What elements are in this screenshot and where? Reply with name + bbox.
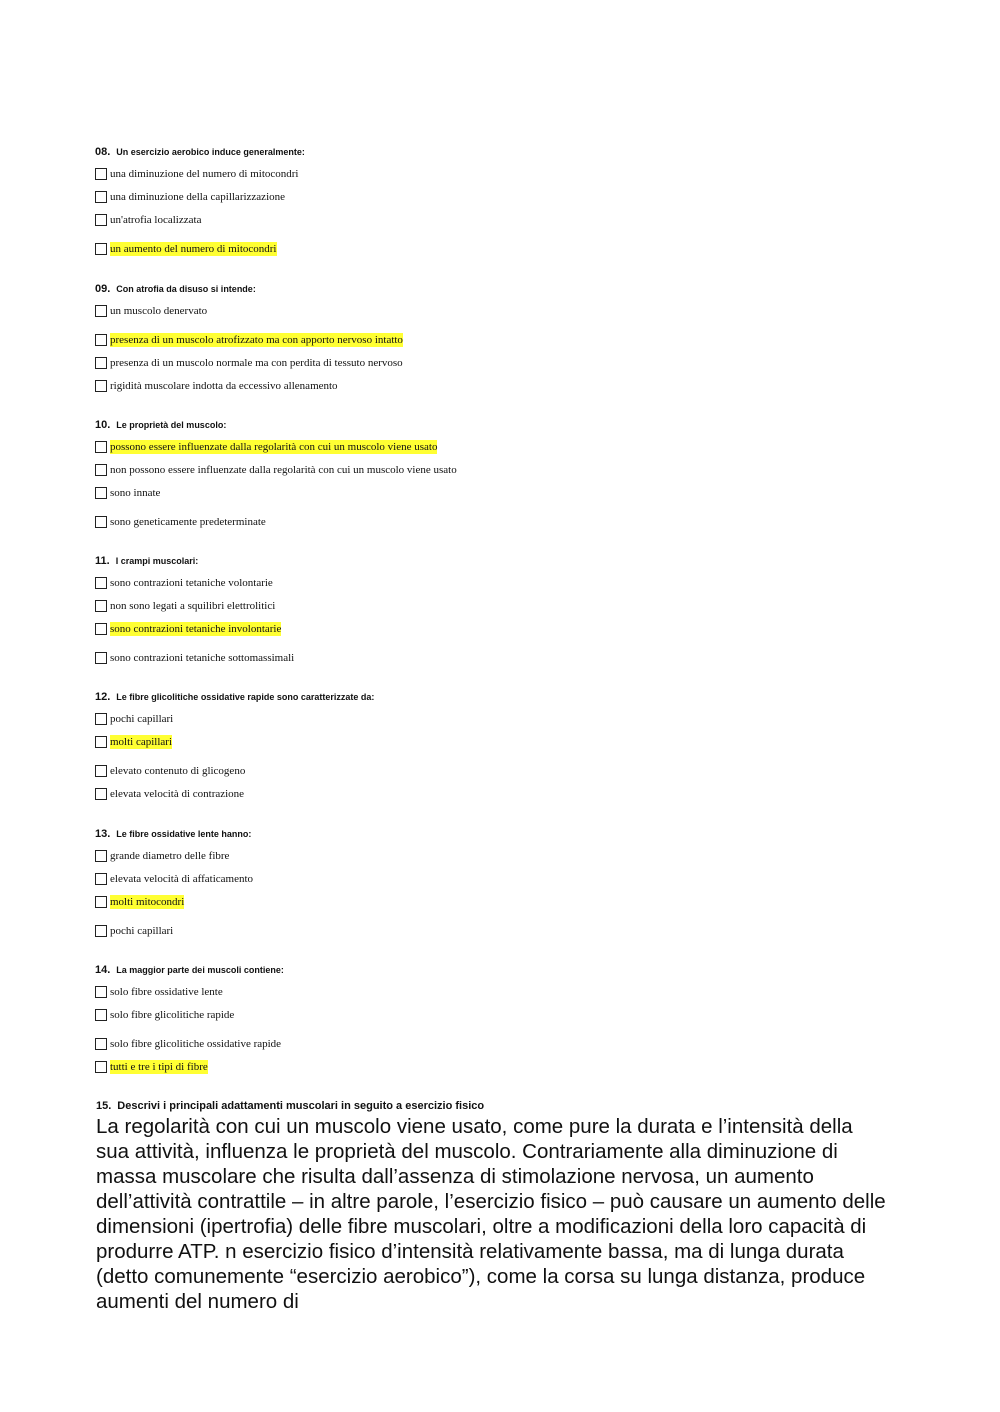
answer-option[interactable]: presenza di un muscolo normale ma con perdita di tessuto nervoso (95, 352, 895, 375)
answer-option[interactable]: elevato contenuto di glicogeno (95, 760, 895, 783)
checkbox[interactable] (95, 1038, 107, 1050)
checkbox[interactable] (95, 380, 107, 392)
checkbox[interactable] (95, 441, 107, 453)
checkbox[interactable] (95, 305, 107, 317)
checkbox[interactable] (95, 736, 107, 748)
answer-option[interactable]: sono innate (95, 482, 895, 505)
checkbox[interactable] (95, 487, 107, 499)
question-title: 10. Le proprietà del muscolo: (95, 419, 227, 431)
checkbox[interactable] (95, 896, 107, 908)
question-14 (95, 963, 895, 1078)
answer-option[interactable]: sono contrazioni tetaniche sottomassimali (95, 646, 895, 669)
answer-option[interactable] (95, 329, 895, 352)
answer-option[interactable]: una diminuzione della capillarizzazione (95, 186, 895, 209)
highlighted-answer: sono contrazioni tetaniche involontarie (110, 622, 282, 635)
answer-option[interactable]: non possono essere influenzate dalla regolarità con cui un muscolo viene usato (95, 459, 895, 482)
question-title: 08. Un esercizio aerobico induce generalmente: (95, 146, 305, 158)
answer-option[interactable] (95, 237, 895, 260)
answer-option[interactable] (95, 1055, 895, 1078)
answer-option[interactable] (95, 731, 895, 754)
question-13 (95, 827, 895, 942)
open-question-title: 15. Descrivi i principali adattamenti muscolari in seguito a esercizio fisico (96, 1100, 485, 1112)
answer-option[interactable]: elevata velocità di contrazione (95, 782, 895, 805)
checkbox[interactable] (95, 191, 107, 203)
checkbox[interactable] (95, 600, 107, 612)
checkbox[interactable] (95, 357, 107, 369)
checkbox[interactable] (95, 765, 107, 777)
checkbox[interactable] (95, 1061, 107, 1073)
question-title: 14. La maggior parte dei muscoli contiene: (95, 964, 284, 976)
answer-option[interactable]: sono geneticamente predeterminate (95, 510, 895, 533)
checkbox[interactable] (95, 873, 107, 885)
checkbox[interactable] (95, 713, 107, 725)
answer-option[interactable]: un muscolo denervato (95, 300, 895, 323)
answer-option[interactable]: una diminuzione del numero di mitocondri (95, 163, 895, 186)
answer-option[interactable]: non sono legati a squilibri elettrolitici (95, 595, 895, 618)
highlighted-answer: molti capillari (110, 736, 173, 749)
answer-option[interactable]: solo fibre ossidative lente (95, 981, 895, 1004)
answer-option[interactable]: elevata velocità di affaticamento (95, 868, 895, 891)
checkbox[interactable] (95, 168, 107, 180)
checkbox[interactable] (95, 577, 107, 589)
answer-option[interactable] (95, 436, 895, 459)
question-09 (95, 282, 895, 397)
question-title: 11. I crampi muscolari: (95, 555, 199, 567)
checkbox[interactable] (95, 788, 107, 800)
checkbox[interactable] (95, 623, 107, 635)
checkbox[interactable] (95, 652, 107, 664)
question-11 (95, 554, 895, 669)
answer-option[interactable]: rigidità muscolare indotta da eccessivo allenamento (95, 374, 895, 397)
answer-option[interactable]: pochi capillari (95, 919, 895, 942)
question-10 (95, 418, 895, 533)
question-08 (95, 145, 895, 260)
question-title: 12. Le fibre glicolitiche ossidative rapide sono caratterizzate da: (95, 691, 375, 703)
answer-option[interactable]: solo fibre glicolitiche rapide (95, 1004, 895, 1027)
checkbox[interactable] (95, 986, 107, 998)
highlighted-answer: tutti e tre i tipi di fibre (110, 1060, 208, 1073)
checkbox[interactable] (95, 1009, 107, 1021)
answer-option[interactable]: solo fibre glicolitiche ossidative rapide (95, 1033, 895, 1056)
open-answer-text: La regolarità con cui un muscolo viene usato, come pure la durata e l’intensità della sua attività, influenza le proprietà del muscolo. Contrariamente alla diminuzione di massa muscolare che risulta dall’assenza di stimolazione nervosa, un aumento dell’attività contrattile – in altre parole, l’esercizio fisico – può causare un aumento delle dimensioni (ipertrofia) delle fibre muscolari, oltre a modificazioni della loro capacità di produrre ATP. n esercizio fisico d’intensità relativamente bassa, ma di lunga durata (detto comunemente “esercizio aerobico”), come la corsa su lunga distanza, produce aumenti del numero di (96, 1115, 886, 1313)
checkbox[interactable] (95, 464, 107, 476)
answer-option[interactable]: sono contrazioni tetaniche volontarie (95, 572, 895, 595)
question-title: 09. Con atrofia da disuso si intende: (95, 283, 256, 295)
highlighted-answer: molti mitocondri (110, 895, 185, 908)
question-12 (95, 690, 895, 805)
checkbox[interactable] (95, 214, 107, 226)
answer-option[interactable]: grande diametro delle fibre (95, 845, 895, 868)
answer-option[interactable]: pochi capillari (95, 708, 895, 731)
question-title: 13. Le fibre ossidative lente hanno: (95, 828, 252, 840)
highlighted-answer: un aumento del numero di mitocondri (110, 242, 277, 255)
checkbox[interactable] (95, 516, 107, 528)
checkbox[interactable] (95, 925, 107, 937)
answer-option[interactable] (95, 618, 895, 641)
checkbox[interactable] (95, 243, 107, 255)
checkbox[interactable] (95, 850, 107, 862)
checkbox[interactable] (95, 334, 107, 346)
answer-option[interactable]: un'atrofia localizzata (95, 209, 895, 232)
highlighted-answer: possono essere influenzate dalla regolarità con cui un muscolo viene usato (110, 441, 438, 454)
answer-option[interactable] (95, 891, 895, 914)
highlighted-answer: presenza di un muscolo atrofizzato ma con apporto nervoso intatto (110, 334, 403, 347)
